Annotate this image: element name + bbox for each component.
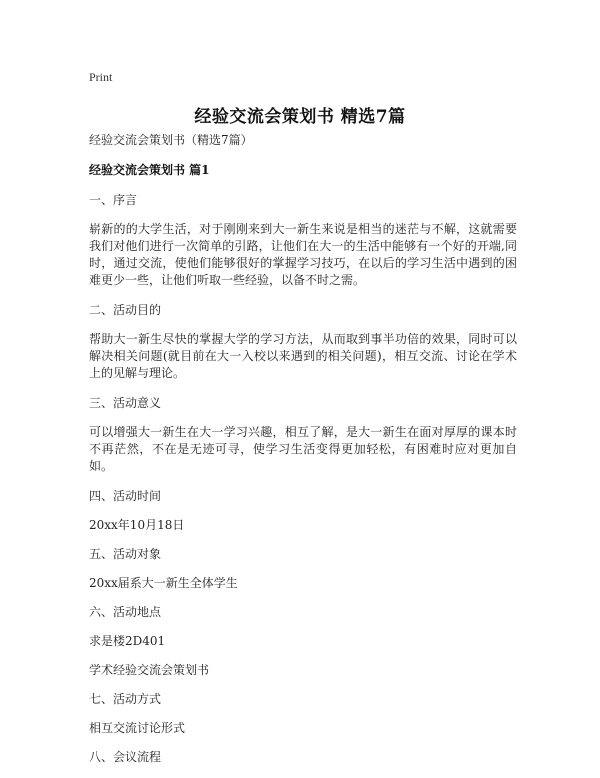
section-text-location-extra: 学术经验交流会策划书 <box>89 663 210 677</box>
section-heading-preface: 一、序言 <box>89 193 138 207</box>
section-heading-significance: 三、活动意义 <box>89 396 162 410</box>
section-heading-location: 六、活动地点 <box>89 605 162 619</box>
section-text-format: 相互交流讨论形式 <box>89 721 186 735</box>
section-heading-purpose: 二、活动目的 <box>89 303 162 317</box>
document-body <box>89 132 517 778</box>
section-heading-time: 四、活动时间 <box>89 489 162 503</box>
print-label[interactable]: Print <box>89 70 113 84</box>
section-heading-format: 七、活动方式 <box>89 692 162 706</box>
section-heading-agenda: 八、会议流程 <box>89 750 162 764</box>
section-text-purpose: 帮助大一新生尽快的掌握大学的学习方法，从而取到事半功倍的效果，同时可以解决相关问题(就目前在大一入校以来遇到的相关问题)，相互交流、讨论在学术上的见解与理论。 <box>89 332 517 380</box>
section-text-significance: 可以增强大一新生在大一学习兴趣，相互了解，是大一新生在面对厚厚的课本时不再茫然，不在是无迹可寻，使学习生活变得更加轻松，有困难时应对更加自如。 <box>89 425 517 473</box>
document-subtitle: 经验交流会策划书（精选7篇） <box>89 133 253 147</box>
document-title: 经验交流会策划书 精选7篇 <box>194 107 406 127</box>
section-text-time: 20xx年10月18日 <box>89 518 185 532</box>
section-text-preface: 崭新的的大学生活，对于刚刚来到大一新生来说是相当的迷茫与不解，这就需要我们对他们进行一次简单的引路，让他们在大一的生活中能够有一个好的开端,同时，通过交流，使他们能够很好的掌握学习技巧，在以后的学习生活中遇到的困难更少一些，让他们听取一些经验，以备不时之需。 <box>89 222 517 287</box>
section-heading-audience: 五、活动对象 <box>89 547 162 561</box>
article-title: 经验交流会策划书 篇1 <box>89 163 210 177</box>
section-text-audience: 20xx届系大一新生全体学生 <box>89 576 238 590</box>
section-text-location: 求是楼2D401 <box>89 634 166 648</box>
